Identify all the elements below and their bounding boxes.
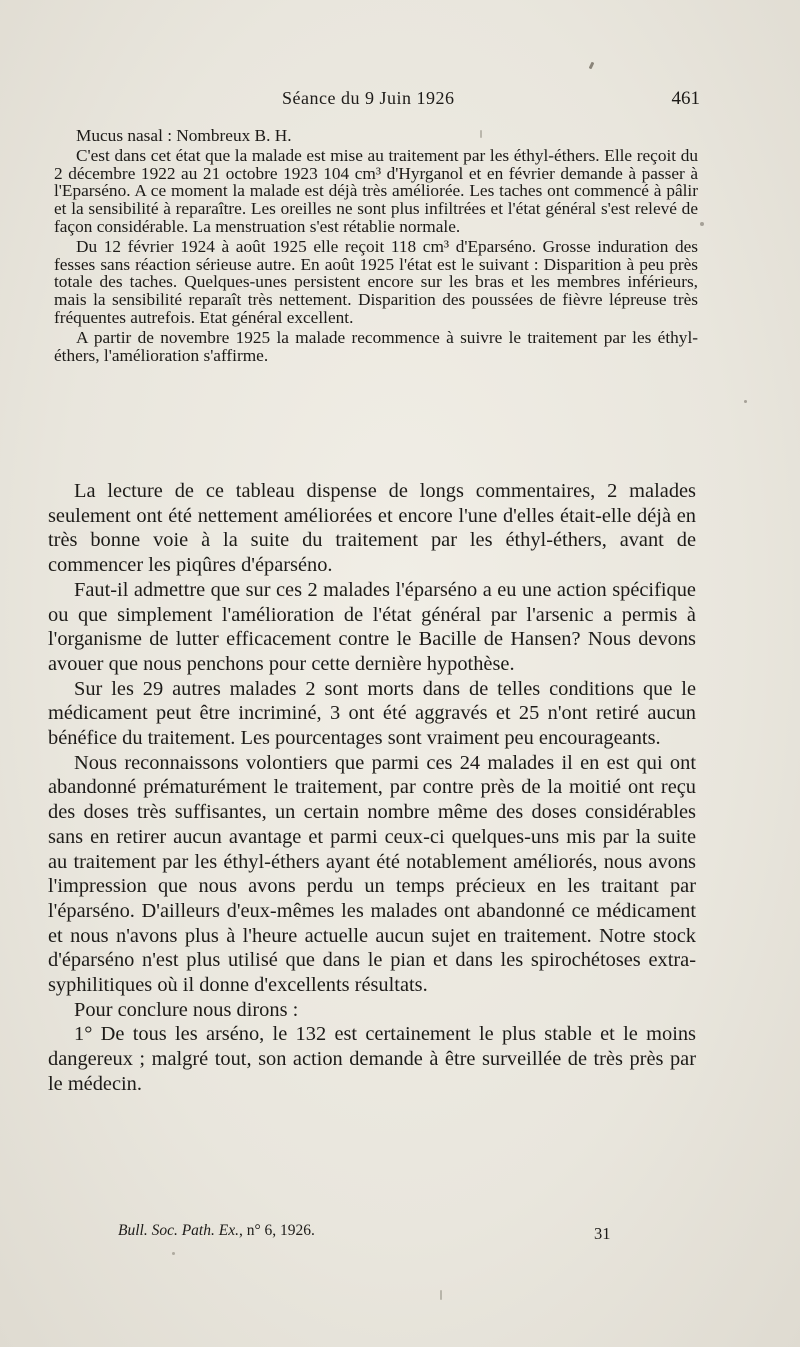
body-paragraph: 1° De tous les arséno, le 132 est certainement le plus stable et le moins dangereux ; malgré tout, son action demande à être surveillée de très près par le médecin. (48, 1023, 696, 1095)
paper-speck (480, 130, 482, 138)
body-paragraph: La lecture de ce tableau dispense de longs commentaires, 2 malades seulement ont été nettement améliorées et encore l'une d'elles était-elle déjà en très bonne voie à la suite du traitement par les éthyl-éthers, avant de commencer les piqûres d'éparséno. (48, 480, 696, 577)
citation-issue: , n° 6, 1926. (238, 1222, 315, 1239)
paper-speck (440, 1290, 442, 1300)
journal-citation (118, 1222, 315, 1240)
body-paragraph: Sur les 29 autres malades 2 sont morts dans de telles conditions que le médicament peut être incriminé, 3 ont été aggravés et 25 n'ont retiré aucun bénéfice du traitement. Les pourcentages sont vraiment peu encourageants. (48, 677, 696, 750)
case-report-block (54, 127, 698, 364)
body-paragraph: Nous reconnaissons volontiers que parmi ces 24 malades il en est qui ont abandonné prématurément le traitement, par contre près de la moitié ont reçu des doses très suffisantes, un certain nombre même des doses considérables sans en retirer aucun avantage et parmi ceux-ci quelques-uns mis par la suite au traitement par les éthyl-éthers ayant été notablement améliorés, nous avons l'impression que nous avons perdu un temps précieux en les traitant par l'éparséno. D'ailleurs d'eux-mêmes les malades ont abandonné ce médicament et nous n'avons plus à l'heure actuelle aucun sujet en traitement. Notre stock d'éparséno n'est plus utilisé que dans le pian et dans les spirochétoses extra-syphilitiques où il donne d'excellents résultats. (48, 751, 696, 997)
small-paragraph: C'est dans cet état que la malade est mise au traitement par les éthyl-éthers. Elle reçoit du 2 décembre 1922 au 21 octobre 1923 104 cm³ d'Hyrganol et en février demande à passer à l'Eparséno. A ce moment la malade est déjà très améliorée. Les taches ont commencé à pâlir et la sensibilité à reparaître. Les oreilles ne sont plus infiltrées et l'état général s'est relevé de façon considérable. La menstruation s'est rétablie normale. (54, 145, 698, 236)
paper-speck (700, 222, 704, 226)
body-paragraph: Faut-il admettre que sur ces 2 malades l'éparséno a eu une action spécifique ou que simplement l'amélioration de l'état général par l'arsenic a permis à l'organisme de lutter efficacement contre le Bacille de Hansen? Nous devons avouer que nous penchons pour cette dernière hypothèse. (48, 578, 696, 675)
paper-speck (172, 1252, 175, 1255)
citation-journal: Bull. Soc. Path. Ex. (118, 1222, 239, 1239)
paper-speck (744, 400, 747, 403)
discussion-block (48, 479, 696, 1097)
small-paragraph: Du 12 février 1924 à août 1925 elle reçoit 118 cm³ d'Eparséno. Grosse induration des fesses sans réaction sérieuse autre. En août 1925 l'état est le suivant : Disparition à peu près totale des taches. Quelques-unes persistent encore sur les bras et les membres inférieurs, mais la sensibilité reparaît très nettement. Disparition des poussées de fièvre lépreuse très fréquentes autrefois. Etat général excellent. (54, 236, 698, 327)
paper-speck (589, 62, 595, 70)
body-paragraph: Pour conclure nous dirons : (74, 998, 299, 1021)
small-paragraph: A partir de novembre 1925 la malade recommence à suivre le traitement par les éthyl-éthers, l'amélioration s'affirme. (54, 327, 698, 365)
page-number: 461 (671, 88, 700, 109)
small-paragraph: Mucus nasal : Nombreux B. H. (76, 126, 292, 145)
printer-signature-mark: 31 (594, 1224, 611, 1243)
running-header: Séance du 9 Juin 1926 (282, 88, 455, 108)
